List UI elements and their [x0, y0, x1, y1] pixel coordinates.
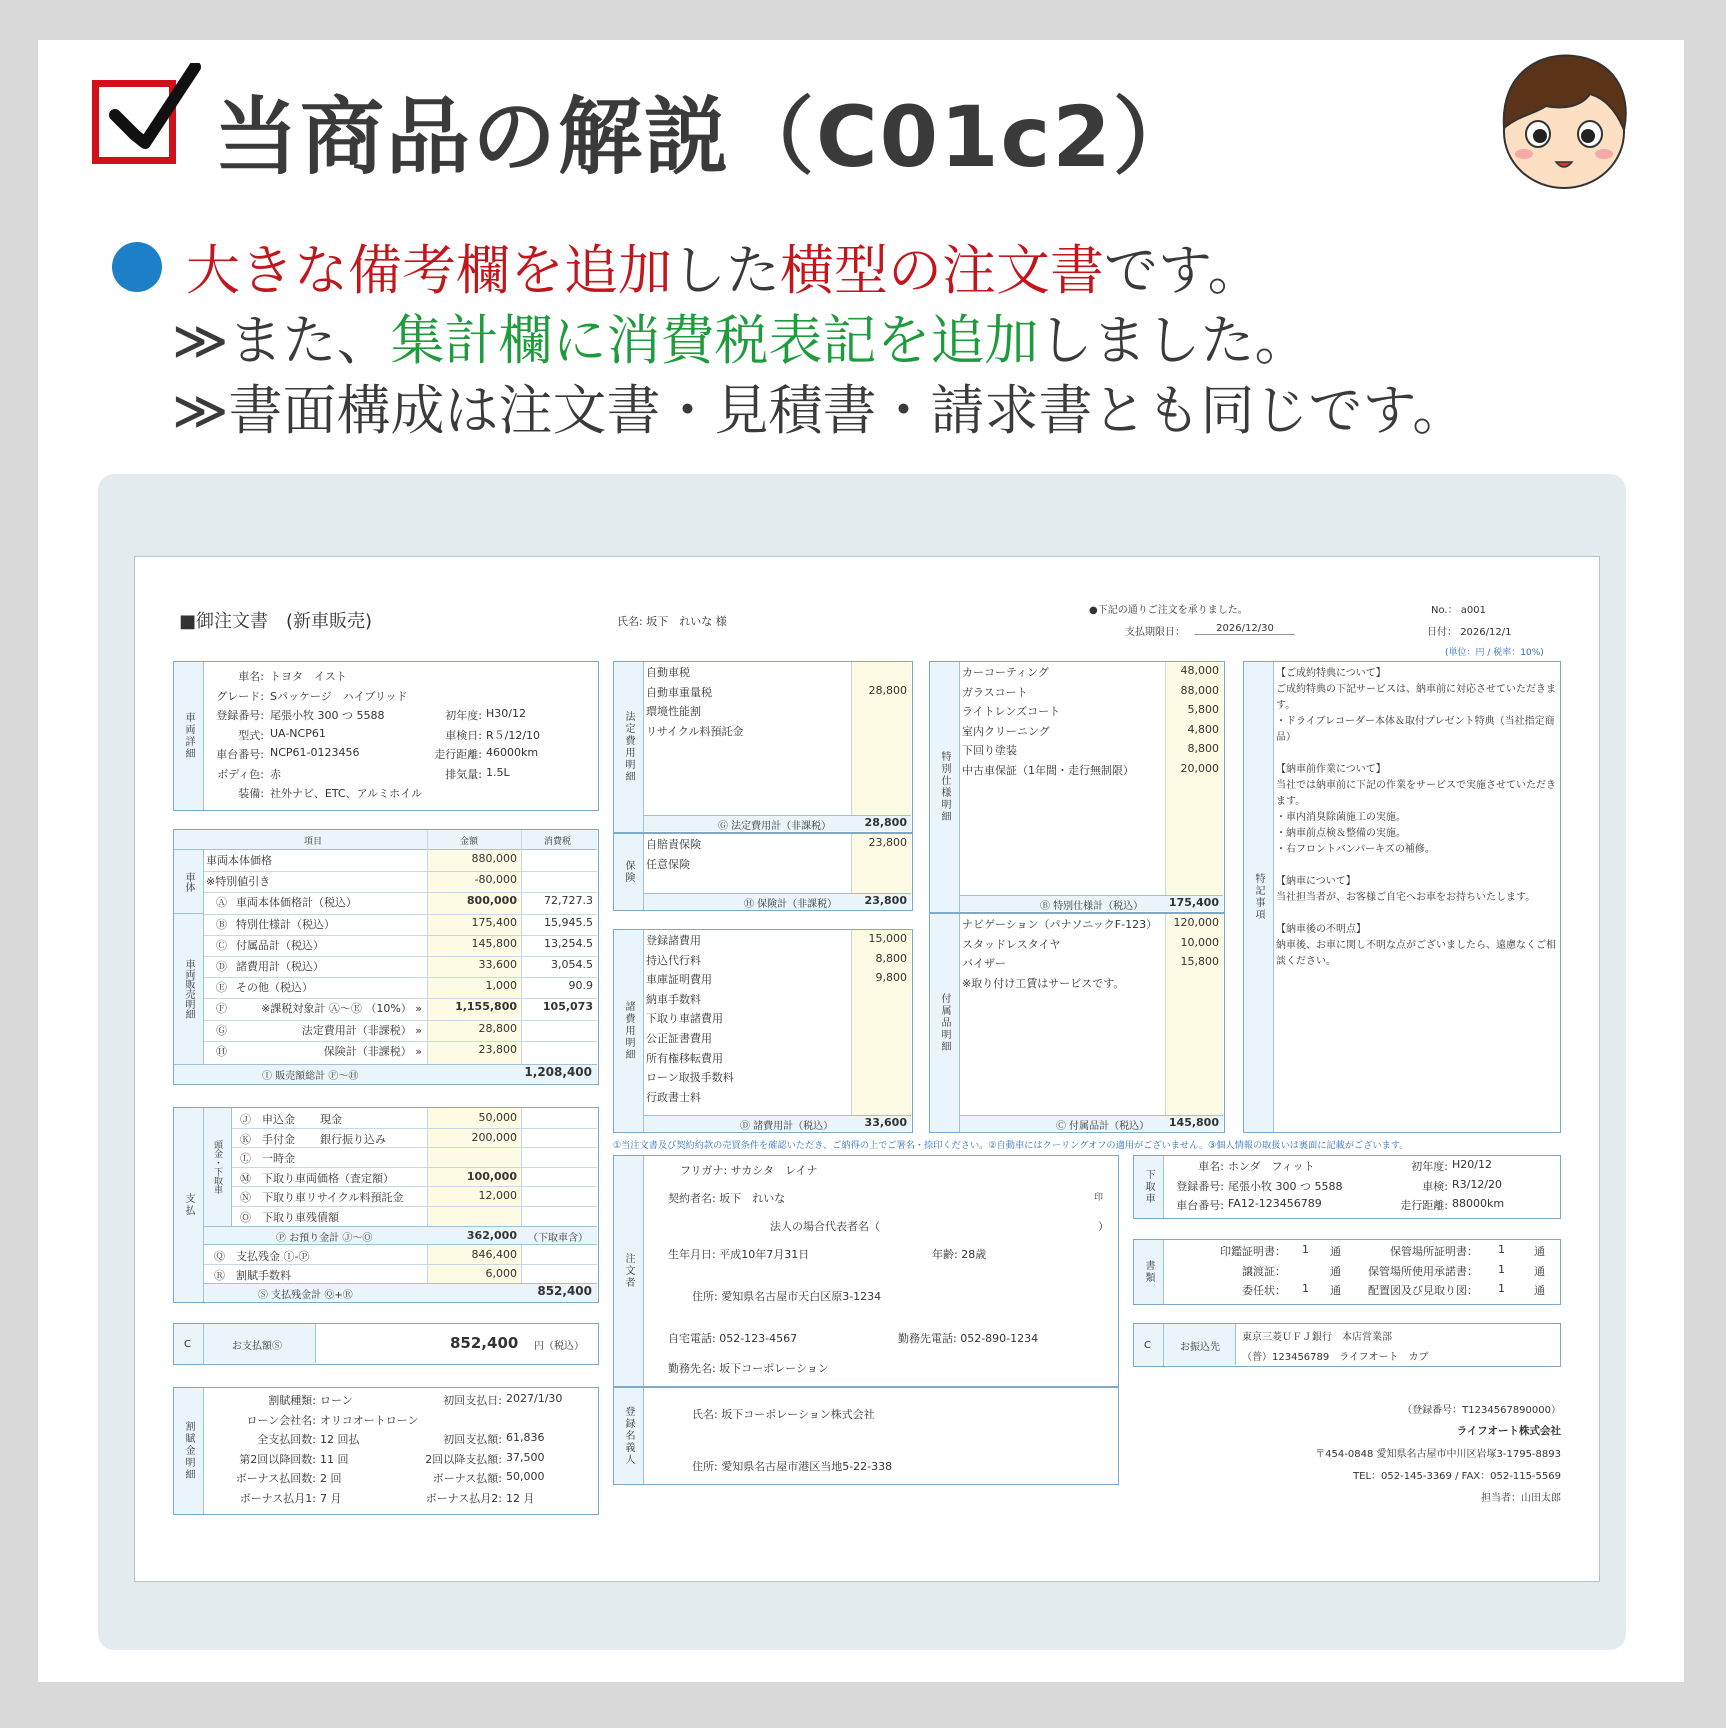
document-unit: 通 [1330, 1284, 1341, 1298]
boy-face-icon [1494, 50, 1634, 190]
sales-side-body: 車体 [174, 850, 204, 914]
payment-row-marker: Ⓜ [240, 1171, 251, 1185]
seal-mark: 印 [1094, 1193, 1104, 1203]
sales-row-tax: 13,254.5 [544, 936, 593, 950]
fee-item-amount: 8,800 [1187, 742, 1219, 756]
fee-item-label: 下回り塗装 [962, 744, 1017, 758]
document-count-2: 1 [1498, 1282, 1505, 1296]
orderer-address-field: 住所: 愛知県名古屋市天白区原3-1234 [692, 1290, 882, 1303]
sales-row-amount: 28,800 [478, 1021, 517, 1035]
fee-item-amount: 88,000 [1180, 683, 1219, 697]
sales-row-marker: Ⓒ [216, 938, 227, 952]
loan-field-label: 割賦種類: [268, 1394, 316, 1407]
legal-side-label: 法定費用明細 [614, 662, 644, 832]
vehicle-field-label-2: 排気量: [445, 767, 482, 781]
document-unit: 通 [1330, 1264, 1341, 1278]
fee-item-amount: 20,000 [1180, 762, 1219, 775]
tradein-field-label: 登録番号: [1176, 1179, 1224, 1193]
doc-number: No.： a001 [1431, 605, 1487, 616]
loan-field-value: 11 回 [320, 1452, 349, 1466]
sales-head-amount: 金額 [460, 837, 479, 847]
fee-item-label: 環境性能割 [646, 705, 701, 719]
legal-total-label: Ⓖ 法定費用計（非課税） [718, 821, 832, 832]
sales-row-tax: 90.9 [568, 979, 593, 993]
fee-item-amount: 10,000 [1180, 935, 1219, 949]
fee-item-label: 室内クリーニング [962, 724, 1050, 738]
fee-item-amount: 5,800 [1187, 703, 1219, 717]
loan-field-label: ローン会社名: [246, 1413, 316, 1427]
fee-item-label: 自動車税 [646, 666, 690, 679]
headline-line-2: ≫また、集計欄に消費税表記を追加しました。 [172, 309, 1309, 372]
tradein-field-value: ホンダ フィット [1228, 1160, 1315, 1173]
vehicle-field-label: 型式: [238, 728, 264, 742]
payment-total-label: Ⓢ 支払残金計 Ⓠ+Ⓡ [258, 1290, 353, 1301]
sales-row-amount: 175,400 [471, 915, 517, 929]
accessories-total-label: Ⓒ 付属品計（税込） [1056, 1121, 1150, 1132]
remarks-line: ・右フロントバンパーキズの補修。 [1276, 844, 1435, 855]
sales-row-amount: 33,600 [478, 958, 517, 971]
furigana-field: フリガナ: サカシタ レイナ [680, 1164, 818, 1177]
document-label: 譲渡証： [1242, 1264, 1286, 1278]
sales-head-item: 項目 [304, 837, 323, 847]
payment-row-amount: 200,000 [471, 1130, 517, 1144]
fee-item-amount: 15,000 [868, 932, 907, 945]
sales-row-label: 保険計（非課税） » [323, 1044, 422, 1058]
sales-row-amount: 880,000 [471, 852, 517, 865]
deposit-total-label: Ⓟ お預り金計 Ⓙ〜Ⓞ [276, 1233, 373, 1244]
remarks-line: 当社担当者が、お客様ご自宅へお車をお持ちいたします。 [1276, 892, 1536, 903]
loan-field-label: ボーナス払月1: [239, 1492, 316, 1505]
document-unit: 通 [1330, 1245, 1341, 1258]
payment-row-label: 手付金 [262, 1132, 295, 1146]
sales-row-amount: -80,000 [474, 873, 517, 887]
sales-row-amount: 1,155,800 [455, 1000, 517, 1014]
insurance-side-label: 保険 [614, 834, 644, 910]
doc-date: 日付： 2026/12/1 [1427, 627, 1512, 638]
fee-item-amount: 48,000 [1180, 664, 1219, 677]
documents-side-label: 書類 [1134, 1240, 1164, 1304]
unit-note: (単位：円 / 税率：10%) [1445, 648, 1544, 658]
fee-item-label: 登録諸費用 [646, 934, 701, 947]
vehicle-field-value: NCP61-0123456 [270, 746, 360, 759]
sales-row-marker: Ⓓ [216, 960, 227, 973]
payment-row-marker: Ⓠ [214, 1250, 225, 1263]
headline-line-3: ≫書面構成は注文書・見積書・請求書とも同じです。 [172, 379, 1467, 442]
fee-item-amount: 28,800 [868, 683, 907, 697]
sales-total-label: Ⓘ 販売額総計 Ⓕ〜Ⓗ [262, 1071, 359, 1082]
payment-row-amount: 50,000 [478, 1111, 517, 1124]
order-form-document [134, 556, 1600, 1582]
fee-item-label: 持込代行料 [646, 953, 701, 967]
payment-row-marker: Ⓡ [214, 1269, 225, 1282]
tradein-field-value: FA12-123456789 [1228, 1197, 1322, 1210]
loan-field-label-2: 2回以降支払額: [425, 1452, 502, 1466]
remarks-line: す。 [1276, 700, 1296, 711]
deadline-value: 2026/12/30 [1195, 623, 1295, 635]
bank-side-label: C [1134, 1324, 1164, 1366]
fee-item-label: 納車手数料 [646, 992, 701, 1006]
payment-row-marker: Ⓝ [240, 1191, 251, 1205]
sales-row-amount: 145,800 [471, 936, 517, 950]
registered-owner-box [613, 1387, 1119, 1485]
remarks-line: ・納車前点検＆整備の実施。 [1276, 828, 1406, 839]
vehicle-field-value: Sパッケージ ハイブリッド [270, 689, 408, 703]
payment-row-label: 下取り車残債額 [262, 1211, 339, 1224]
fee-item-amount: 8,800 [875, 951, 907, 965]
document-label: 印鑑証明書： [1220, 1245, 1286, 1258]
vehicle-details-box [173, 661, 599, 811]
loan-field-label: ボーナス払回数: [235, 1472, 316, 1486]
fee-item-amount: 120,000 [1173, 916, 1219, 929]
special-specs-box [929, 661, 1225, 913]
document-label-2: 保管場所証明書： [1390, 1245, 1478, 1258]
sales-row-amount: 800,000 [466, 894, 517, 908]
payment-row-label: 下取り車両価格（査定額） [262, 1171, 394, 1185]
fee-item-label: 任意保険 [646, 857, 690, 871]
insurance-total-value: 23,800 [864, 894, 907, 907]
payment-amount-side: C [174, 1324, 204, 1364]
fee-item-label: 中古車保証（1年間・走行無制限） [962, 764, 1134, 777]
vehicle-field-label: 車台番号: [216, 748, 264, 761]
fee-item-label: カーコーティング [962, 666, 1049, 679]
payment-amount-unit: 円（税込） [534, 1341, 584, 1352]
loan-field-label-2: 初回支払日: [443, 1394, 502, 1407]
sales-row-marker: Ⓗ [216, 1044, 227, 1058]
document-unit-2: 通 [1534, 1284, 1545, 1298]
vehicle-field-label: グレード: [216, 689, 264, 703]
sales-row-label: ※特別値引き [206, 875, 271, 889]
home-phone-field: 自宅電話: 052-123-4567 [668, 1332, 798, 1345]
misc-fees-box [613, 929, 913, 1133]
special-total-value: 175,400 [1168, 896, 1219, 909]
remarks-line: 品） [1276, 732, 1296, 743]
tradein-field-label-2: 初年度: [1411, 1160, 1448, 1173]
sales-row-label: 車両本体価格 [206, 854, 272, 867]
accessories-side-label: 付属品明細 [930, 914, 960, 1132]
fee-item-label: ナビゲーション（パナソニックF-123） [962, 918, 1158, 931]
vehicle-field-value-2: 1.5L [486, 765, 510, 779]
sales-row-tax: 105,073 [542, 1000, 593, 1014]
fee-item-label: 自動車重量税 [646, 685, 712, 699]
tradein-field-value: 尾張小牧 300 つ 5588 [1228, 1179, 1343, 1193]
payment-row-marker: Ⓙ [240, 1113, 251, 1126]
sales-row-tax: 3,054.5 [551, 958, 593, 971]
birthdate-field: 生年月日: 平成10年7月31日 [668, 1248, 810, 1261]
document-label-2: 配置図及び見取り図： [1368, 1284, 1478, 1298]
document-unit-2: 通 [1534, 1264, 1545, 1278]
documents-box [1133, 1239, 1561, 1305]
vehicle-field-label-2: 走行距離: [434, 748, 482, 761]
sales-row-marker: Ⓖ [216, 1023, 227, 1037]
vehicle-side-label: 車両詳細 [174, 662, 204, 810]
bank-label: お振込先 [1180, 1342, 1220, 1353]
fee-item-label: 車庫証明費用 [646, 973, 712, 987]
vehicle-field-value: UA-NCP61 [270, 726, 326, 740]
company-person: 担当者：山田太郎 [1481, 1493, 1561, 1504]
payment-row-label: 割賦手数料 [236, 1269, 291, 1282]
remarks-line: 納車後、お車に関し不明な点がございましたら、遠慮なくご相 [1276, 940, 1556, 951]
special-side-label: 特別仕様明細 [930, 662, 960, 912]
remarks-line: ・車内消臭除菌施工の実施。 [1276, 812, 1406, 823]
bank-transfer-box [1133, 1323, 1561, 1367]
sales-row-tax: 72,727.3 [544, 894, 593, 908]
document-label-2: 保管場所使用承諾書： [1368, 1264, 1478, 1278]
fee-item-amount: 9,800 [875, 971, 907, 985]
sales-row-tax: 15,945.5 [544, 915, 593, 929]
fee-item-label: 所有権移転費用 [646, 1051, 723, 1065]
remarks-line: ます。 [1276, 796, 1306, 807]
payment-row-amount: 12,000 [478, 1189, 517, 1203]
work-phone-field: 勤務先電話: 052-890-1234 [898, 1332, 1039, 1345]
company-name: ライフオート株式会社 [1456, 1425, 1561, 1437]
headline-line-1: 大きな備考欄を追加した横型の注文書です。 [186, 239, 1262, 302]
sales-row-marker: Ⓕ [216, 1002, 227, 1016]
page-title: 当商品の解説（C01c2） [214, 88, 1199, 186]
vehicle-field-label: ボディ色: [217, 767, 264, 781]
sales-row-label: その他（税込） [236, 981, 313, 995]
vehicle-field-value-2: 46000km [486, 746, 539, 759]
sales-row-label: 法定費用計（非課税） » [301, 1023, 422, 1037]
loan-field-value: 12 回払 [320, 1433, 360, 1447]
sales-total-value: 1,208,400 [524, 1065, 592, 1079]
sales-row-amount: 1,000 [485, 979, 517, 993]
representative-field-end: ） [1098, 1220, 1109, 1233]
payment-row-method: 銀行振り込み [320, 1132, 386, 1146]
sales-side-detail: 車両販売明細 [174, 914, 204, 1064]
fees-side-label: 諸費用明細 [614, 930, 644, 1132]
loan-field-label-2: ボーナス払額: [432, 1472, 502, 1486]
tradein-side-label: 下取車 [1134, 1156, 1164, 1218]
vehicle-field-value: 尾張小牧 300 つ 5588 [270, 709, 385, 722]
sales-breakdown-box [173, 829, 599, 1085]
insurance-total-label: Ⓗ 保険計（非課税） [744, 899, 838, 910]
accessories-total-value: 145,800 [1168, 1116, 1219, 1129]
payment-side-downpayment: 頭金・下取車 [204, 1108, 232, 1226]
payment-row-label: 一時金 [262, 1152, 295, 1166]
loan-field-value: オリコオートローン [320, 1413, 419, 1427]
remarks-box [1243, 661, 1561, 1133]
tradein-field-value-2: 88000km [1452, 1197, 1505, 1210]
document-count: 1 [1302, 1282, 1309, 1296]
remarks-line: 当社では納車前に下記の作業をサービスで実施させていただき [1276, 780, 1556, 791]
tradein-field-value-2: H20/12 [1452, 1158, 1492, 1171]
fee-item-label: ローン取扱手数料 [646, 1071, 734, 1085]
fee-item-amount: 23,800 [868, 836, 907, 849]
sales-row-label: 車両本体価格計（税込） [236, 896, 357, 910]
checkbox-icon [92, 80, 176, 164]
payment-box [173, 1107, 599, 1303]
payment-amount-box [173, 1323, 599, 1365]
sales-row-label: 特別仕様計（税込） [236, 917, 335, 931]
fee-item-label: ライトレンズコート [962, 705, 1061, 719]
payment-row-amount: 100,000 [466, 1169, 517, 1183]
loan-field-value-2: 2027/1/30 [506, 1392, 563, 1405]
loan-field-value: 2 回 [320, 1472, 342, 1486]
loan-field-value-2: 61,836 [506, 1431, 545, 1445]
sales-row-amount: 23,800 [478, 1042, 517, 1056]
payment-row-label: 下取り車リサイクル料預託金 [262, 1191, 404, 1205]
notice-text: ●下記の通りご注文を承りました。 [1089, 605, 1248, 616]
sales-row-label: 付属品計（税込） [236, 938, 324, 952]
sales-head-tax: 消費税 [544, 837, 572, 847]
bank-account: （普）123456789 ライフオート カブ [1242, 1352, 1429, 1363]
fees-total-value: 33,600 [864, 1116, 907, 1129]
fee-item-label: 公正証書費用 [646, 1032, 712, 1045]
payment-row-method: 現金 [320, 1113, 342, 1126]
company-address: 〒454-0848 愛知県名古屋市中川区岩塚3-1795-8893 [1315, 1449, 1561, 1460]
loan-field-label-2: 初回支払額: [443, 1433, 502, 1447]
tradein-field-label-2: 車検: [1422, 1179, 1448, 1193]
orderer-side-label: 注文者 [614, 1156, 644, 1386]
sales-row-marker: Ⓑ [216, 917, 227, 931]
checkmark-icon [107, 63, 207, 163]
fee-item-label: 下取り車諸費用 [646, 1012, 723, 1026]
owner-side-label: 登録名義人 [614, 1388, 644, 1484]
payment-total-value: 852,400 [537, 1284, 592, 1298]
payment-row-marker: Ⓛ [240, 1152, 251, 1166]
remarks-line: 談ください。 [1276, 956, 1336, 967]
tradein-field-value-2: R3/12/20 [1452, 1177, 1503, 1191]
fee-item-label: リサイクル料預託金 [646, 724, 744, 738]
deposit-total-note: （下取車含） [528, 1233, 588, 1244]
remarks-line: ・ドライブレコーダー本体＆取付プレゼント特典（当社指定商 [1276, 716, 1555, 727]
sales-row-label: 諸費用計（税込） [236, 960, 324, 973]
payment-row-amount: 6,000 [485, 1267, 517, 1280]
fee-item-label: 行政書士料 [646, 1090, 701, 1104]
loan-field-value: ローン [320, 1394, 353, 1407]
fee-item-label: スタッドレスタイヤ [962, 937, 1061, 951]
loan-details-box [173, 1387, 599, 1515]
remarks-line: 【納車について】 [1276, 876, 1356, 887]
payment-amount-value: 852,400 [450, 1334, 519, 1352]
fee-item-amount: 4,800 [1187, 722, 1219, 736]
legal-total-value: 28,800 [864, 816, 907, 829]
tradein-field-label: 車名: [1198, 1160, 1224, 1173]
owner-name-field: 氏名: 坂下コーポレーション株式会社 [692, 1408, 875, 1421]
fees-total-label: Ⓓ 諸費用計（税込） [740, 1121, 834, 1132]
remarks-side-label: 特記事項 [1244, 662, 1274, 1132]
loan-field-value: 7 月 [320, 1492, 342, 1505]
remarks-line: 【納車後の不明点】 [1276, 924, 1366, 935]
remarks-line: 【納車前作業について】 [1276, 764, 1386, 775]
accessories-box [929, 913, 1225, 1133]
vehicle-field-label: 登録番号: [216, 709, 264, 722]
fee-item-label: 自賠責保険 [646, 838, 701, 851]
vehicle-field-value: 社外ナビ、ETC、アルミホイル [270, 787, 423, 800]
document-unit-2: 通 [1534, 1245, 1545, 1258]
document-count-2: 1 [1498, 1243, 1505, 1256]
loan-field-value-2: 12 月 [506, 1492, 535, 1505]
document-count: 1 [1302, 1243, 1309, 1256]
fee-item-label: ※取り付け工賃はサービスです。 [962, 976, 1125, 990]
tradein-field-label-2: 走行距離: [1400, 1199, 1448, 1212]
loan-field-value-2: 50,000 [506, 1470, 545, 1484]
document-label: 委任状： [1242, 1284, 1286, 1298]
company-reg-number: （登録番号：T1234567890000） [1402, 1405, 1561, 1416]
legal-fees-box [613, 661, 913, 833]
customer-name: 氏名: 坂下 れいな 様 [617, 615, 727, 628]
document-count-2: 1 [1498, 1262, 1505, 1276]
vehicle-field-label: 装備: [238, 787, 264, 800]
payment-side-label: 支払 [174, 1108, 204, 1302]
vehicle-field-value: トヨタ イスト [270, 670, 347, 683]
fee-item-label: バイザー [962, 957, 1006, 971]
payment-row-amount: 846,400 [471, 1248, 517, 1261]
payment-row-marker: Ⓚ [240, 1132, 251, 1146]
remarks-line: 【ご成約特典について】 [1276, 668, 1386, 679]
age-field: 年齢: 28歳 [932, 1248, 987, 1261]
contractor-name-field: 契約者名: 坂下 れいな [668, 1192, 786, 1205]
payment-row-label: 申込金 [262, 1113, 295, 1126]
vehicle-field-label: 車名: [238, 670, 264, 683]
bullet-dot [112, 242, 162, 292]
vehicle-field-value: 赤 [270, 767, 281, 781]
company-phone: TEL：052-145-3369 / FAX：052-115-5569 [1353, 1471, 1561, 1482]
fee-item-amount: 15,800 [1180, 955, 1219, 969]
sales-row-marker: Ⓔ [216, 981, 227, 995]
tradein-field-label: 車台番号: [1176, 1199, 1224, 1212]
orderer-box [613, 1155, 1119, 1387]
deadline-label: 支払期限日： [1125, 627, 1185, 638]
terms-footnote: ①当注文書及び契約約款の売買条件を確認いただき、ご納得の上でご署名・捺印ください。②自動車にはクーリングオフの適用がございません。③個人情報の取扱いは裏面に記載がございます。 [613, 1140, 1409, 1151]
vehicle-field-label-2: 車検日: [445, 728, 482, 742]
loan-field-label-2: ボーナス払月2: [425, 1492, 502, 1505]
fee-item-label: ガラスコート [962, 685, 1028, 699]
remarks-line: ご成約特典の下記サービスは、納車前に対応させていただきま [1276, 684, 1556, 695]
tradein-box [1133, 1155, 1561, 1219]
loan-field-label: 第2回以降回数: [239, 1452, 316, 1466]
insurance-box [613, 833, 913, 911]
payment-row-marker: Ⓞ [240, 1211, 251, 1224]
vehicle-field-label-2: 初年度: [445, 709, 482, 722]
vehicle-field-value-2: R５/12/10 [486, 728, 541, 742]
representative-field: 法人の場合代表者名（ [770, 1220, 880, 1233]
loan-field-label: 全支払回数: [257, 1433, 316, 1447]
owner-address-field: 住所: 愛知県名古屋市港区当地5-22-338 [692, 1460, 893, 1473]
loan-field-value-2: 37,500 [506, 1450, 545, 1464]
special-total-label: Ⓑ 特別仕様計（税込） [1040, 901, 1144, 912]
vehicle-field-value-2: H30/12 [486, 707, 526, 720]
loan-side-label: 割賦金明細 [174, 1388, 204, 1514]
sales-row-label: ※課税対象計 Ⓐ〜Ⓔ （10%） » [261, 1002, 422, 1016]
bank-name: 東京三菱ＵＦＪ銀行 本店営業部 [1242, 1332, 1392, 1343]
payment-amount-label: お支払額Ⓢ [232, 1341, 282, 1352]
workplace-field: 勤務先名: 坂下コーポレーション [668, 1362, 829, 1375]
deposit-total-value: 362,000 [466, 1229, 517, 1242]
payment-row-label: 支払残金 Ⓘ-Ⓟ [236, 1250, 310, 1263]
sales-row-marker: Ⓐ [216, 896, 227, 910]
doc-title: ■御注文書 (新車販売) [179, 611, 373, 632]
